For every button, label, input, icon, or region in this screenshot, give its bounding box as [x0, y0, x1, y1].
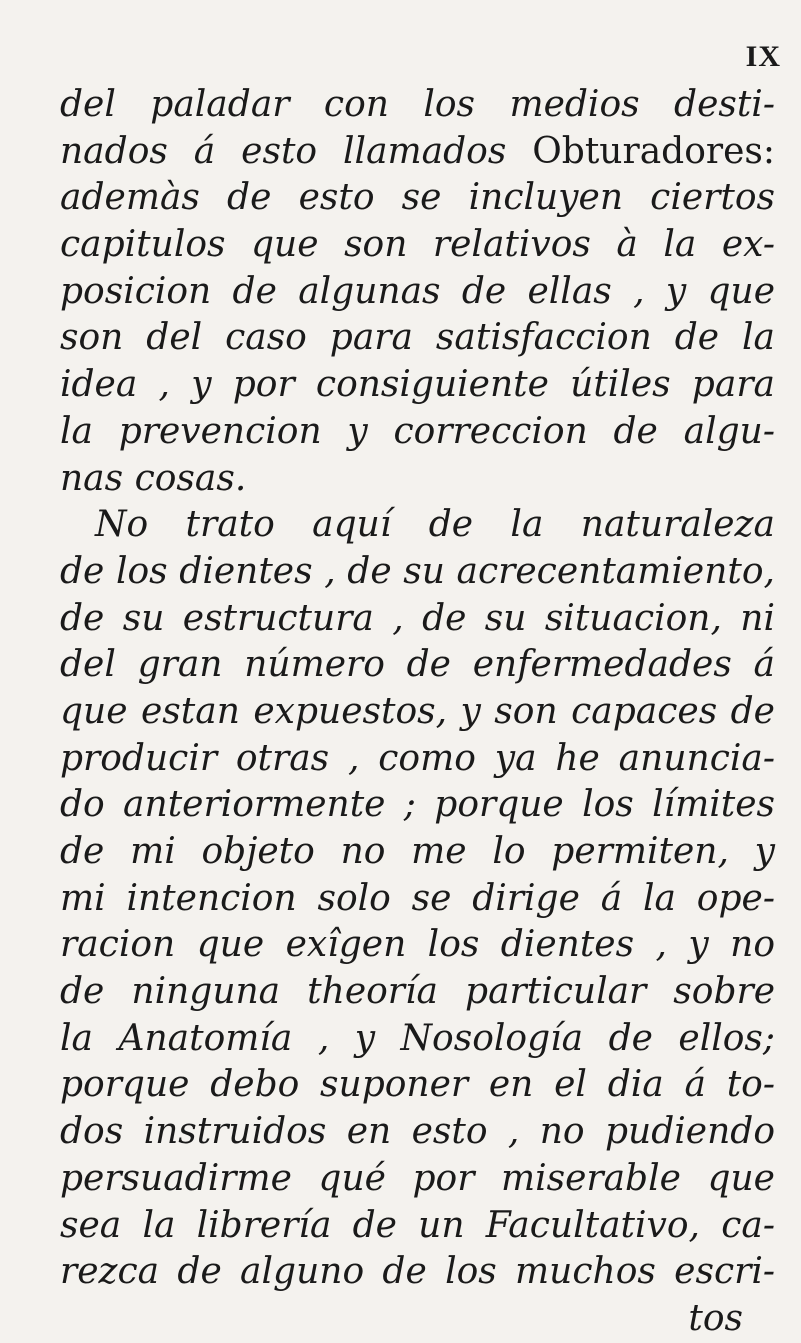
text-line-10: No trato aquí de la naturaleza — [95, 504, 775, 546]
text-line-2 — [60, 129, 775, 176]
text-line-25: sea la librería de un Facultativo, ca- — [60, 1204, 775, 1246]
text-line-9: nas cosas. — [60, 457, 247, 499]
body-text — [60, 82, 775, 1343]
text-line-19: racion que exîgen los dientes , y no — [60, 924, 775, 966]
text-line-3: ademàs de esto se incluyen ciertos — [60, 177, 775, 219]
text-line-26: rezca de alguno de los muchos escri- — [60, 1251, 775, 1293]
text-line-17: de mi objeto no me lo permiten, y — [60, 831, 775, 872]
text-line-16: do anteriormente ; porque los límites — [60, 784, 775, 826]
text-line-5: posicion de algunas de ellas , y que — [60, 270, 775, 312]
text-line-8: la prevencion y correccion de algu- — [60, 410, 775, 452]
text-line-18: mi intencion solo se dirige á la ope- — [60, 877, 775, 919]
text-line-12: de su estructura , de su situacion, ni — [60, 597, 775, 639]
text-line-6: son del caso para satisfaccion de la — [60, 317, 775, 359]
catchword: tos — [688, 1297, 743, 1339]
text-line-1: del paladar con los medios desti- — [60, 84, 775, 125]
text-line-14: que estan expuestos, y son capaces de — [60, 690, 775, 732]
obturadores-term: Obturadores: — [532, 130, 775, 172]
text-line-20: de ninguna theoría particular sobre — [60, 971, 775, 1013]
text-line-21: la Anatomía , y Nosología de ellos; — [60, 1017, 775, 1059]
text-line-15: producir otras , como ya he anuncia- — [60, 737, 775, 779]
text-line-11: de los dientes , de su acrecentamiento, — [60, 550, 775, 592]
text-line-7: idea , y por consiguiente útiles para — [60, 364, 775, 406]
text-line-2-italic: nados á esto llamados — [60, 130, 507, 172]
text-line-24: persuadirme qué por miserable que — [60, 1157, 775, 1199]
page-number: IX — [745, 40, 781, 73]
text-line-22: porque debo suponer en el dia á to- — [60, 1064, 775, 1106]
text-line-4: capitulos que son relativos à la ex- — [60, 224, 775, 266]
text-line-23: dos instruidos en esto , no pudiendo — [60, 1111, 775, 1153]
text-line-13: del gran número de enfermedades á — [60, 644, 775, 686]
